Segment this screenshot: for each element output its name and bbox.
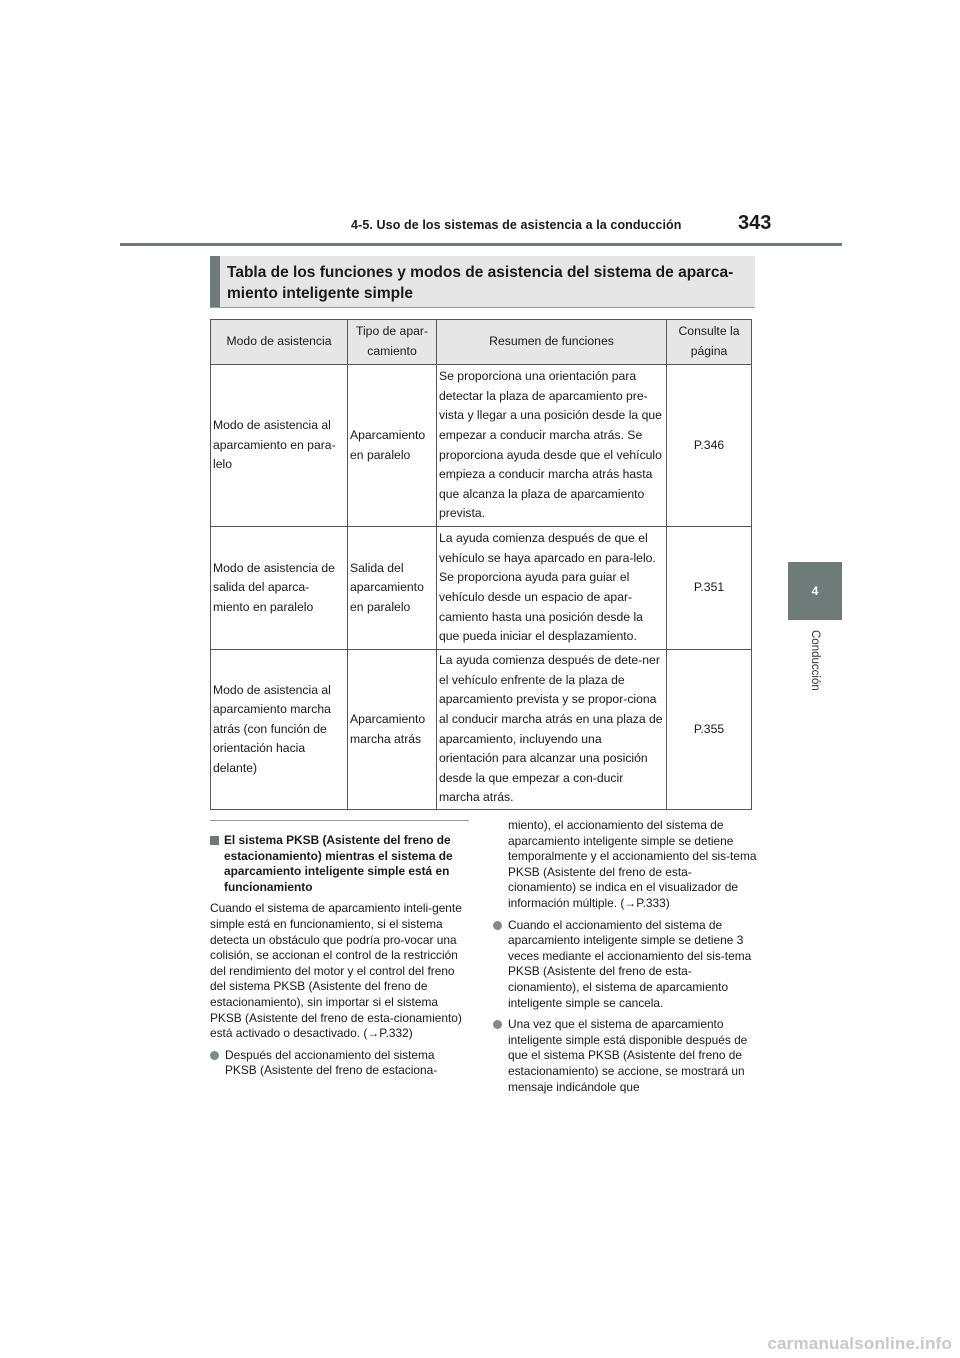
- round-bullet-icon: [210, 1051, 219, 1060]
- bullet-item: [210, 1048, 469, 1079]
- table-header-row: [211, 320, 752, 365]
- watermark: carmanualsonline.info: [767, 1334, 952, 1353]
- round-bullet-icon: [493, 921, 502, 930]
- cell-summary: La ayuda comienza después de que el vehículo se haya aparcado en para-lelo. Se proporciona ayuda para guiar el vehículo desde un espacio de apar-camiento hasta una posición desde la que pueda iniciar el desplazamiento.: [437, 527, 667, 650]
- cell-page-ref: P.346: [667, 365, 752, 527]
- body-column-left: [210, 820, 469, 1085]
- bullet-continuation: miento), el accionamiento del sistema de aparcamiento inteligente simple se detiene temporalmente y el accionamiento del sis-tema PKSB (Asistente del freno de esta-cionamiento) se indica en el visualizador de información múltiple. (→P.333): [508, 818, 757, 910]
- cell-page-ref: P.351: [667, 527, 752, 650]
- section-title-banner: [210, 256, 755, 308]
- cell-type: Aparcamiento en paralelo: [348, 365, 437, 527]
- square-bullet-icon: [210, 836, 219, 845]
- header-function-summary: Resumen de funciones: [437, 320, 667, 365]
- cell-summary: La ayuda comienza después de dete-ner el vehículo enfrente de la plaza de aparcamiento prevista y se propor-ciona al conducir marcha atrás en una plaza de aparcamiento, incluyendo una orientación para alcanzar una posición desde la que empezar a con-ducir marcha atrás.: [437, 650, 667, 810]
- cell-type: Salida del aparcamiento en paralelo: [348, 527, 437, 650]
- cell-mode: Modo de asistencia de salida del aparca-miento en paralelo: [211, 527, 348, 650]
- body-paragraph: Cuando el sistema de aparcamiento inteli-gente simple está en funcionamiento, si el sistema detecta un obstáculo que podría pro-vocar una colisión, se accionan el control de la restricción del rendimiento del motor y el control del freno del sistema PKSB (Asistente del freno de estacionamiento), sin importar si el sistema PKSB (Asistente del freno de esta-cionamiento) está activado o desactivado. (→P.332): [210, 901, 462, 1041]
- bullet-text: Una vez que el sistema de aparcamiento inteligente simple está disponible después de que el sistema PKSB (Asistente del freno de estacionamiento) se accione, se mostrará un mensaje indicándole que: [508, 1017, 748, 1094]
- cell-mode: Modo de asistencia al aparcamiento marcha atrás (con función de orientación hacia delante): [211, 650, 348, 810]
- table-row: [211, 527, 752, 650]
- section-title: Tabla de los funciones y modos de asistencia del sistema de aparca-miento inteligente simple: [227, 264, 734, 302]
- round-bullet-icon: [493, 1020, 502, 1029]
- bullet-text: Cuando el accionamiento del sistema de aparcamiento inteligente simple se detiene 3 veces mediante el accionamiento del sis-tema PKSB (Asistente del freno de esta-cionamiento), el sistema de aparcamiento inteligente simple se cancela.: [508, 917, 752, 1010]
- cell-mode: Modo de asistencia al aparcamiento en para-lelo: [211, 365, 348, 527]
- cell-page-ref: P.355: [667, 650, 752, 810]
- table-row: [211, 650, 752, 810]
- bullet-text: Después del accionamiento del sistema PKSB (Asistente del freno de estaciona-: [225, 1047, 438, 1078]
- assistance-modes-table: [210, 319, 752, 810]
- running-header-section: 4-5. Uso de los sistemas de asistencia a la conducción: [351, 218, 682, 232]
- subsection-heading-text: El sistema PKSB (Asistente del freno de estacionamiento) mientras el sistema de aparcamiento inteligente simple está en funcionamiento: [224, 833, 453, 894]
- chapter-tab: [788, 562, 842, 620]
- bullet-item: [493, 1017, 758, 1095]
- bullet-item: [493, 918, 758, 1012]
- cell-type: Aparcamiento marcha atrás: [348, 650, 437, 810]
- chapter-number: 4: [811, 584, 819, 598]
- subsection-heading: [210, 833, 469, 895]
- section-title-accent-bar: [210, 256, 220, 307]
- subsection-rule: [210, 820, 469, 821]
- header-parking-type: Tipo de apar-camiento: [348, 320, 437, 365]
- header-reference-page: Consulte la página: [667, 320, 752, 365]
- header-divider: [120, 243, 842, 246]
- chapter-label: Conducción: [809, 630, 821, 691]
- table-row: [211, 365, 752, 527]
- header-assist-mode: Modo de asistencia: [211, 320, 348, 365]
- page-number: 343: [738, 212, 772, 234]
- body-column-right: [493, 818, 758, 1101]
- cell-summary: Se proporciona una orientación para detectar la plaza de aparcamiento pre-vista y llegar a una posición desde la que empezar a conducir marcha atrás. Se proporciona ayuda desde que el vehículo empieza a conducir marcha atrás hasta que alcanza la plaza de aparcamiento prevista.: [437, 365, 667, 527]
